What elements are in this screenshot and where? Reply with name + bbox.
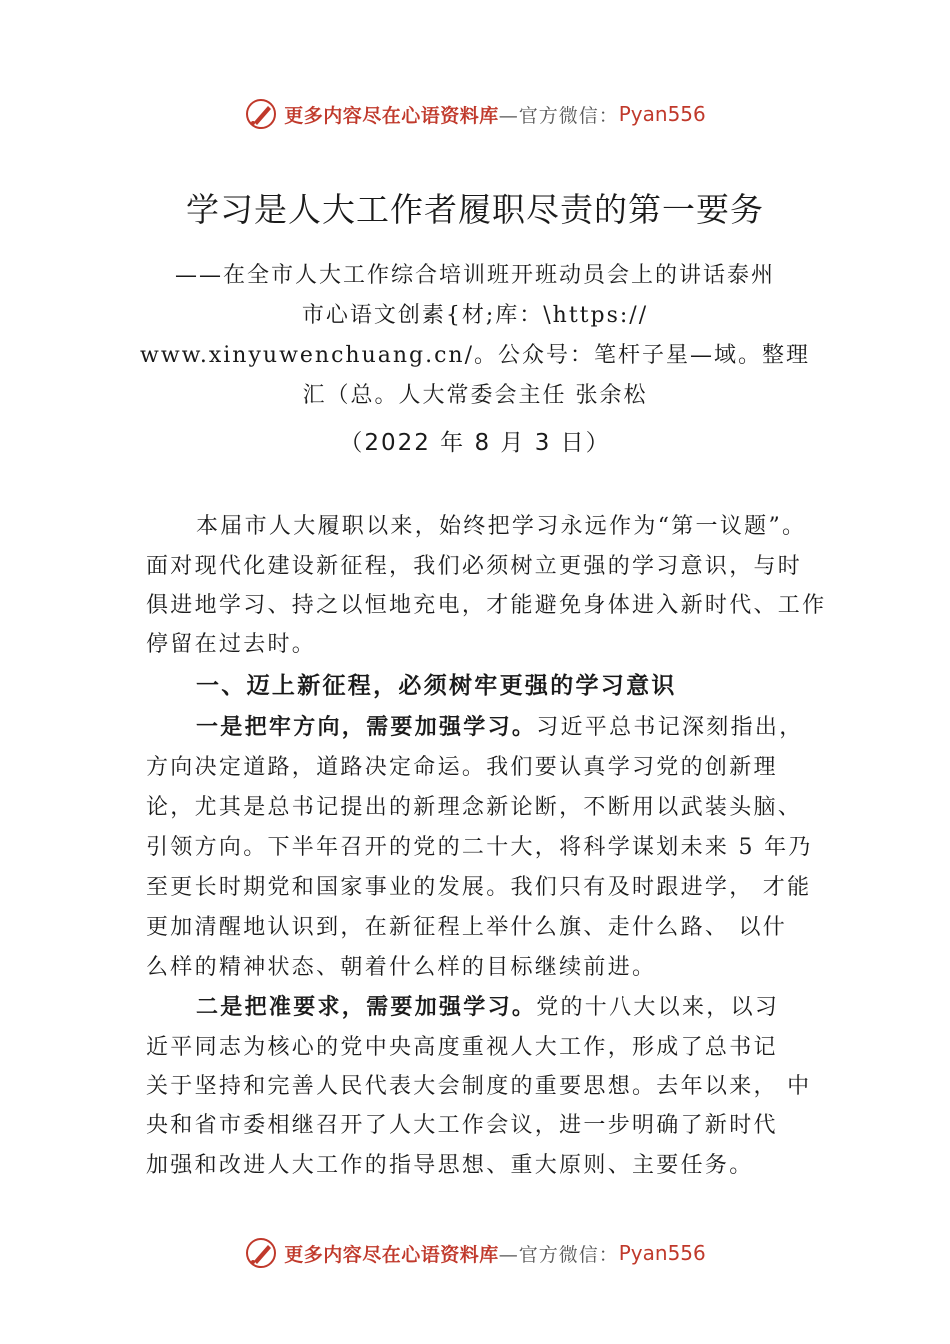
pen-logo-icon xyxy=(244,1236,278,1270)
point-text: 党的十八大以来，以习 xyxy=(536,995,780,1020)
paragraph-line: 央和省市委相继召开了人大工作会议，进一步明确了新时代 xyxy=(146,1113,778,1138)
paragraph-line: 论，尤其是总书记提出的新理念新论断，不断用以武装头脑、 xyxy=(146,795,803,820)
banner-wechat-label: —官方微信： xyxy=(498,104,619,127)
point-lead: 一是把牢方向，需要加强学习。 xyxy=(196,715,537,740)
paragraph-line: 加强和改进人大工作的指导思想、重大原则、主要任务。 xyxy=(146,1153,754,1178)
paragraph-line: 至更长时期党和国家事业的发展。我们只有及时跟进学， 才能 xyxy=(146,875,812,900)
paragraph-line: 更加清醒地认识到，在新征程上举什么旗、走什么路、 以什 xyxy=(146,915,788,940)
banner-wechat-id: Pyan556 xyxy=(618,1241,706,1265)
section-heading: 一、迈上新征程，必须树牢更强的学习意识 xyxy=(196,673,677,699)
subtitle-line: ——在全市人大工作综合培训班开班动员会上的讲话泰州 xyxy=(174,263,775,288)
paragraph-line xyxy=(196,993,779,1023)
paragraph-line: 方向决定道路，道路决定命运。我们要认真学习党的创新理 xyxy=(146,755,778,780)
banner-wechat-id: Pyan556 xyxy=(618,102,706,126)
banner-library-text: 更多内容尽在心语资料库 xyxy=(284,104,499,127)
footer-banner xyxy=(0,1233,950,1273)
paragraph-line: 引领方向。下半年召开的党的二十大，将科学谋划未来 5 年乃 xyxy=(146,835,813,860)
subtitle-line: 汇（总。人大常委会主任 张余松 xyxy=(302,383,648,408)
point-text: 习近平总书记深刻指出， xyxy=(536,715,804,740)
pen-logo-icon xyxy=(244,97,278,131)
paragraph-line: 么样的精神状态、朝着什么样的目标继续前进。 xyxy=(146,955,657,980)
banner-wechat-label: —官方微信： xyxy=(498,1243,619,1266)
paragraph-line: 关于坚持和完善人民代表大会制度的重要思想。去年以来， 中 xyxy=(146,1074,812,1099)
paragraph-line xyxy=(196,713,804,743)
paragraph-line: 停留在过去时。 xyxy=(146,632,317,657)
point-lead: 二是把准要求，需要加强学习。 xyxy=(196,995,537,1020)
banner-library-text: 更多内容尽在心语资料库 xyxy=(284,1243,499,1266)
speech-date: （2022 年 8 月 3 日） xyxy=(339,430,611,456)
subtitle-line: www.xinyuwenchuang.cn/。公众号：笔杆子星—域。整理 xyxy=(139,343,811,368)
header-banner xyxy=(0,94,950,134)
paragraph-line: 面对现代化建设新征程，我们必须树立更强的学习意识，与时 xyxy=(146,554,803,579)
paragraph-line: 俱进地学习、持之以恒地充电，才能避免身体进入新时代、工作 xyxy=(146,593,827,618)
document-title: 学习是人大工作者履职尽责的第一要务 xyxy=(186,190,764,229)
paragraph-line: 近平同志为核心的党中央高度重视人大工作，形成了总书记 xyxy=(146,1035,778,1060)
paragraph-line: 本届市人大履职以来，始终把学习永远作为“第一议题”。 xyxy=(196,514,807,539)
subtitle-line: 市心语文创素{材;库：\https:// xyxy=(301,303,649,328)
